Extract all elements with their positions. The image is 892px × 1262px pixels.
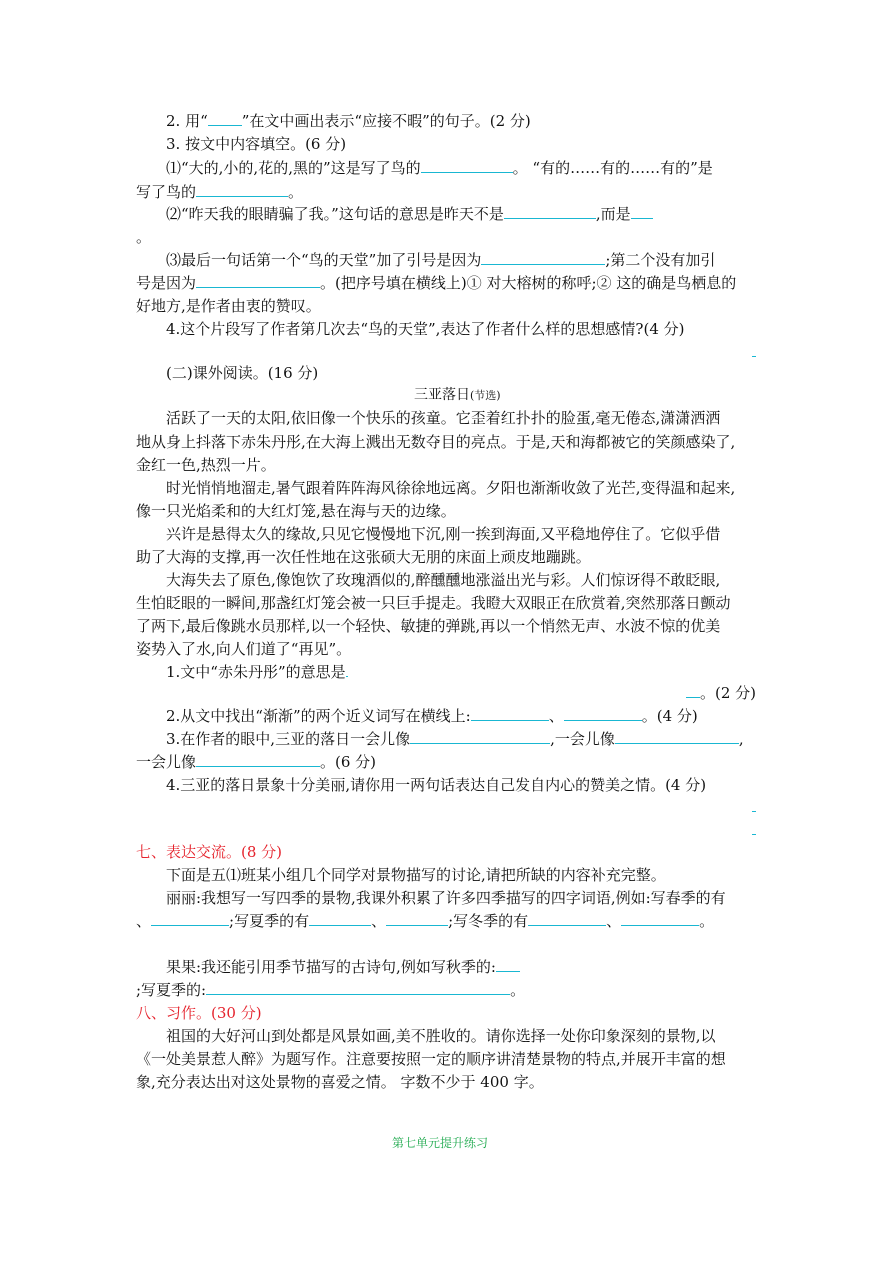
answer-blank[interactable]: [686, 682, 700, 698]
answer-blank[interactable]: [528, 910, 606, 926]
essay-prompt-line: 《一处美景惹人醉》为题写作。注意要按照一定的顺序讲清楚景物的特点,并展开丰富的想: [136, 1050, 726, 1068]
answer-blank[interactable]: [208, 110, 242, 126]
answer-line-mark[interactable]: [752, 811, 756, 812]
section-7-intro: 下面是五⑴班某小组几个同学对景物描写的讨论,请把所缺的内容补充完整。: [166, 866, 666, 884]
reading-question-3-cont: 一会儿像 。(6 分): [136, 753, 377, 771]
question-3-1: ⑴“大的,小的,花的,黑的”这是写了鸟的 。 “有的……有的……有的”是: [166, 159, 713, 177]
reading-question-4: 4.三亚的落日景象十分美丽,请你用一两句话表达自己发自内心的赞美之情。(4 分): [166, 776, 707, 794]
passage-line: 时光悄悄地溜走,暑气跟着阵阵海风徐徐地远离。夕阳也渐渐收敛了光芒,变得温和起来,: [166, 479, 736, 497]
passage-line: 兴许是悬得太久的缘故,只见它慢慢地下沉,刚一挨到海面,又平稳地停住了。它似乎借: [166, 525, 721, 543]
passage-line: 助了大海的支撑,再一次任性地在这张硕大无朋的床面上顽皮地蹦跳。: [136, 548, 591, 566]
passage-line: 像一只光焰柔和的大红灯笼,悬在海与天的边缘。: [136, 502, 456, 520]
passage-line: 姿势入了水,向人们道了“再见”。: [136, 640, 352, 658]
question-3-3: ⑶最后一句话第一个“鸟的天堂”加了引号是因为 ;第二个没有加引: [166, 251, 716, 269]
question-2: 2. 用“ ”在文中画出表示“应接不暇”的句子。(2 分): [166, 112, 531, 130]
lili-line-cont: 、 ;写夏季的有 、 ;写冬季的有 、 。: [136, 912, 715, 930]
question-3-1-cont: 写了鸟的 。: [136, 183, 304, 201]
answer-blank[interactable]: [631, 203, 653, 219]
answer-blank[interactable]: [196, 751, 320, 767]
reading-question-1-end: 。(2 分): [686, 682, 756, 704]
passage-line: 活跃了一天的太阳,依旧像一个快乐的孩童。它歪着红扑扑的脸蛋,毫无倦态,潇潇洒洒: [166, 409, 721, 427]
answer-blank[interactable]: [346, 661, 348, 677]
passage-title: 三亚落日(节选): [414, 387, 501, 403]
answer-blank[interactable]: [496, 956, 520, 972]
answer-blank[interactable]: [151, 910, 229, 926]
essay-prompt-line: 祖国的大好河山到处都是风景如画,美不胜收的。请你选择一处你印象深刻的景物,以: [166, 1027, 716, 1045]
question-3: 3. 按文中内容填空。(6 分): [166, 135, 347, 153]
answer-line-mark[interactable]: [752, 834, 756, 835]
reading-question-2: 2.从文中找出“渐渐”的两个近义词写在横线上: 、 。(4 分): [166, 707, 698, 725]
answer-blank[interactable]: [471, 705, 549, 721]
answer-blank[interactable]: [196, 181, 288, 197]
answer-blank[interactable]: [615, 728, 739, 744]
question-3-3-cont: 号是因为 。(把序号填在横线上)① 对大榕树的称呼;② 这的确是鸟栖息的: [136, 274, 737, 292]
passage-line: 金红一色,热烈一片。: [136, 456, 276, 474]
guoguo-line-cont: ;写夏季的: 。: [136, 981, 526, 999]
passage-line: 了两下,最后像跳水员那样,以一个轻快、敏捷的弹跳,再以一个悄然无声、水波不惊的优美: [136, 617, 721, 635]
lili-line: 丽丽:我想写一写四季的景物,我课外积累了许多四季描写的四字词语,例如:写春季的有: [166, 889, 726, 907]
section-8-heading: 八、习作。(30 分): [136, 1004, 262, 1022]
section-heading: (二)课外阅读。(16 分): [166, 364, 319, 382]
answer-blank[interactable]: [421, 157, 513, 173]
answer-blank[interactable]: [504, 203, 596, 219]
answer-blank[interactable]: [206, 979, 510, 995]
answer-blank[interactable]: [309, 910, 371, 926]
passage-line: 生怕眨眼的一瞬间,那盏红灯笼会被一只巨手提走。我瞪大双眼正在欣赏着,突然那落日颤动: [136, 594, 731, 612]
answer-blank[interactable]: [410, 728, 550, 744]
answer-blank[interactable]: [386, 910, 448, 926]
essay-prompt-line: 象,充分表达出对这处景物的喜爱之情。 字数不少于 400 字。: [136, 1073, 544, 1091]
answer-blank[interactable]: [564, 705, 642, 721]
section-7-heading: 七、表达交流。(8 分): [136, 843, 283, 861]
question-3-2-cont: 。: [136, 228, 152, 246]
answer-blank[interactable]: [621, 910, 699, 926]
question-3-3-cont2: 好地方,是作者由衷的赞叹。: [136, 297, 321, 315]
page-footer: 第七单元提升练习: [392, 1136, 489, 1150]
answer-line-mark[interactable]: [752, 356, 756, 357]
reading-question-3: 3.在作者的眼中,三亚的落日一会儿像 ,一会儿像 ,: [166, 730, 744, 748]
passage-line: 地从身上抖落下赤朱丹彤,在大海上溅出无数夺目的亮点。于是,天和海都被它的笑颜感染了,: [136, 433, 736, 451]
question-4: 4.这个片段写了作者第几次去“鸟的天堂”,表达了作者什么样的思想感情?(4 分): [166, 320, 685, 338]
reading-question-1: 1.文中“赤朱丹彤”的意思是: [166, 663, 346, 681]
answer-blank[interactable]: [481, 249, 605, 265]
guoguo-line: 果果:我还能引用季节描写的古诗句,例如写秋季的:: [166, 956, 520, 978]
passage-line: 大海失去了原色,像饱饮了玫瑰酒似的,醉醺醺地涨溢出光与彩。人们惊讶得不敢眨眼,: [166, 571, 721, 589]
question-3-2: ⑵“昨天我的眼睛骗了我。”这句话的意思是昨天不是 ,而是: [166, 203, 653, 225]
answer-blank[interactable]: [196, 272, 320, 288]
